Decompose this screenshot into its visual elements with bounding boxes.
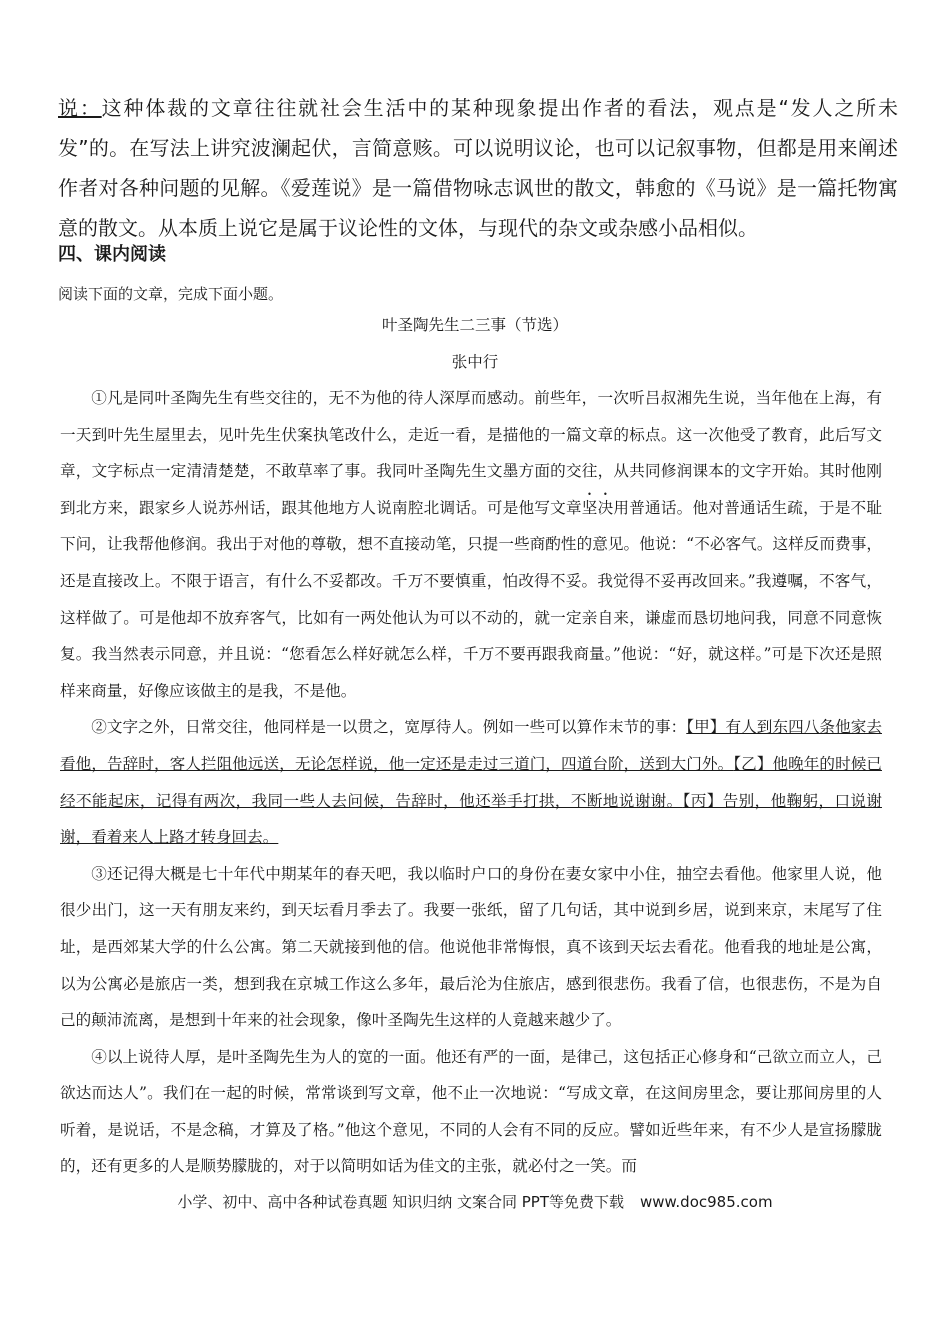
article-body xyxy=(60,380,882,1185)
article-paragraph-3: ③还记得大概是七十年代中期某年的春天吧，我以临时户口的身份在妻女家中小住，抽空去看他。他家里人说，他很少出门，这一天有朋友来约，到天坛看月季去了。我要一张纸，留了几句话，其中说到乡居，说到来京，末尾写了住址，是西郊某大学的什么公寓。第二天就接到他的信。他说他非常悔恨，真不该到天坛去看花。他看我的地址是公寓，以为公寓必是旅店一类，想到我在京城工作这么多年，最后沦为住旅店，感到很悲伤。我看了信，也很悲伤，不是为自己的颠沛流离，是想到十年来的社会现象，像叶圣陶先生这样的人竟越来越少了。 xyxy=(60,864,882,1030)
footer-url[interactable]: www.doc985.com xyxy=(639,1193,773,1211)
p1-text-a: ①凡是同叶圣陶先生有些交往的，无不为他的待人深厚而感动。前些年，一次听吕叔湘先生说，当年他在上海，有一天到叶先生屋里去，见叶先生伏案执笔改什么，走近一看，是描他的一篇文章的标点。这一次他受了教育，此后写文章，文字标点一定清清楚楚，不敢草率了事。我同叶圣陶先生文墨方面的交往，从共同修润课本的文字开始。其时他刚到北方来，跟家乡人说苏州话，跟其他地方人说南腔北调话。可是他写文章 xyxy=(60,389,882,517)
reading-instruction: 阅读下面的文章，完成下面小题。 xyxy=(58,285,284,303)
page-footer xyxy=(0,1190,950,1214)
intro-paragraph xyxy=(58,88,898,248)
article-paragraph-4: ④以上说待人厚，是叶圣陶先生为人的宽的一面。他还有严的一面，是律己，这包括正心修身和“己欲立而立人，己欲达而达人”。我们在一起的时候，常常谈到写文章，他不止一次地说：“写成文章，在这间房里念，要让那间房里的人听着，是说话，不是念稿，才算及了格。”他这个意见，不同的人会有不同的反应。譬如近些年来，有不少人是宣扬朦胧的，还有更多的人是顺势朦胧的，对于以简明如话为佳文的主张，就必付之一笑。而 xyxy=(60,1047,882,1176)
intro-term: 说： xyxy=(58,96,102,120)
excerpt-jia: 【甲】有人到东四八条他家去看他，告辞时，客人拦阻他远送，无论怎样说，他一定还是走过三道门，四道台阶，送到大门外。 xyxy=(60,718,882,773)
emphasized-word: 坚决 xyxy=(581,498,614,517)
intro-text: 这种体裁的文章往往就社会生活中的某种现象提出作者的看法，观点是“发人之所未发”的。在写法上讲究波澜起伏，言简意赅。可以说明议论，也可以记叙事物，但都是用来阐述作者对各种问题的见解。《爱莲说》是一篇借物咏志讽世的散文，韩愈的《马说》是一篇托物寓意的散文。从本质上说它是属于议论性的文体，与现代的杂文或杂感小品相似。 xyxy=(58,96,898,240)
article-paragraph-2 xyxy=(60,709,882,855)
section-title: 四、课内阅读 xyxy=(58,244,166,265)
article-title: 叶圣陶先生二三事（节选） xyxy=(381,316,568,334)
p2-lead: ②文字之外，日常交往，他同样是一以贯之，宽厚待人。例如一些可以算作末节的事： xyxy=(91,718,687,737)
excerpt-bing: 【丙】告别，他鞠躬，口说谢谢，看着来人上路才转身回去。 xyxy=(60,791,882,847)
footer-text: 小学、初中、高中各种试卷真题 知识归纳 文案合同 PPT等免费下载 xyxy=(177,1193,624,1211)
p1-text-b: 用普通话。他对普通话生疏，于是不耻下问，让我帮他修润。我出于对他的尊敬，想不直接动笔，只提一些商酌性的意见。他说：“不必客气。这样反而费事，还是直接改上。不限于语言，有什么不妥都改。千万不要慎重，怕改得不妥。我觉得不妥再改回来。”我遵嘱，不客气，这样做了。可是他却不放弃客气，比如有一两处他认为可以不动的，就一定亲自来，谦虚而恳切地问我，同意不同意恢复。我当然表示同意，并且说：“您看怎么样好就怎么样，千万不要再跟我商量。”他说：“好，就这样。”可是下次还是照样来商量，好像应该做主的是我，不是他。 xyxy=(60,498,882,700)
article-paragraph-1 xyxy=(60,380,882,709)
excerpt-yi: 【乙】他晚年的时候已经不能起床，记得有两次，我同一些人去问候，告辞时，他还举手打拱，不断地说谢谢。 xyxy=(60,754,882,810)
article-author: 张中行 xyxy=(451,353,499,371)
